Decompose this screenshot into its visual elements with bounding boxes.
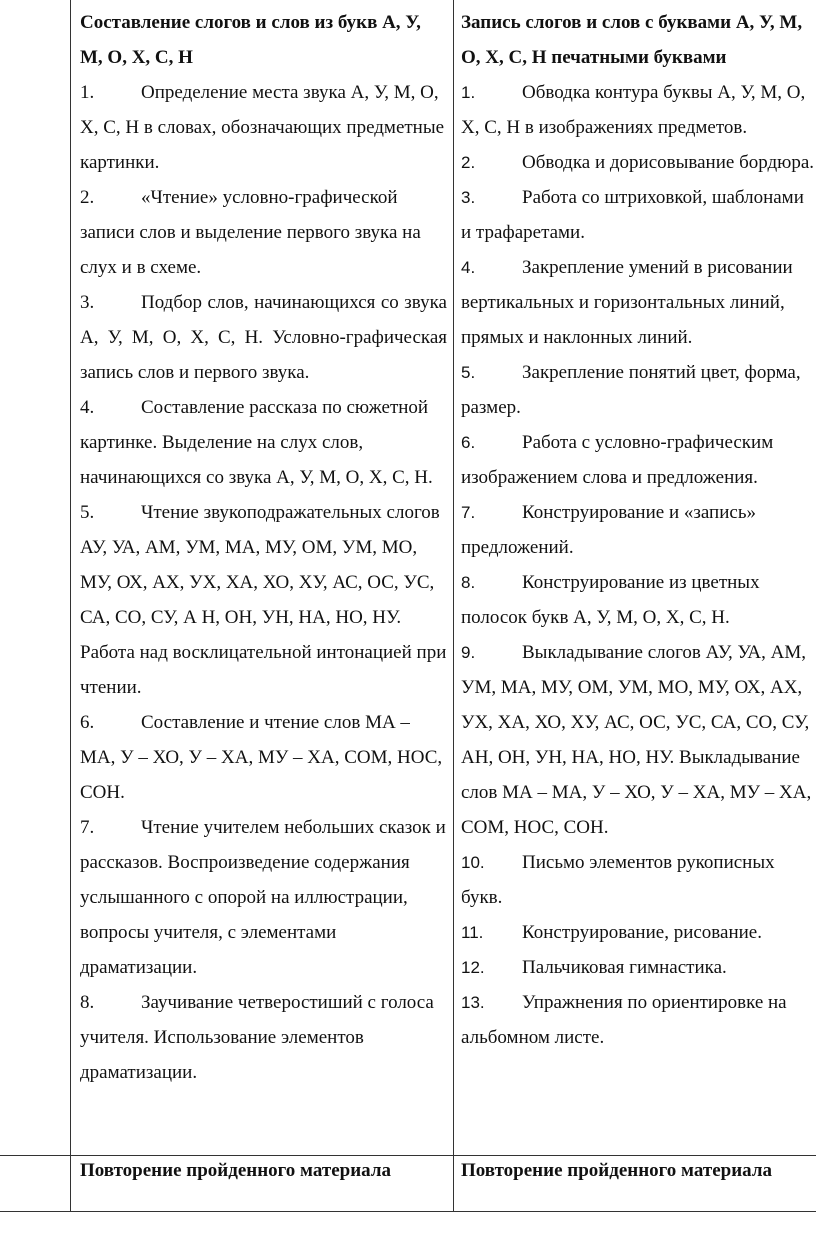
- list-item: 1. Определение места звука А, У, М, О, Х, С, Н в словах, обозначающих предметные картинки.: [80, 82, 445, 173]
- list-item: 1. Обводка контура буквы А, У, М, О, Х, С, Н в изображениях предметов.: [461, 82, 806, 138]
- list-item: 3. Работа со штриховкой, шаблонами и трафаретами.: [461, 187, 804, 243]
- table-border-bottom: [0, 1211, 816, 1212]
- list-item: 5. Чтение звукоподражательных слогов АУ, УА, АМ, УМ, МА, МУ, ОМ, УМ, МО, МУ, ОХ, АХ, УХ, ХА, ХО, ХУ, АС, ОС, УС, СА, СО, СУ, А Н, ОН, УН, НА, НО, НУ. Работа над восклицательной интонацией при чтении.: [80, 502, 447, 698]
- list-item: 7. Чтение учителем небольших сказок и рассказов. Воспроизведение содержания услышанного с опорой на иллюстрации, вопросы учителя, с элементами драматизации.: [80, 817, 446, 978]
- list-item: 13. Упражнения по ориентировке на альбомном листе.: [461, 992, 787, 1048]
- left-footer-cell: Повторение пройденного материала: [80, 1160, 391, 1181]
- list-item: 4. Закрепление умений в рисовании вертикальных и горизонтальных линий, прямых и наклонных линий.: [461, 257, 793, 348]
- table-border-left: [70, 0, 71, 1212]
- left-column-cell: [80, 5, 447, 1090]
- right-column-cell: [461, 5, 816, 1055]
- list-item: 9. Выкладывание слогов АУ, УА, АМ, УМ, МА, МУ, ОМ, УМ, МО, МУ, ОХ, АХ, УХ, ХА, ХО, ХУ, АС, ОС, УС, СА, СО, СУ, АН, ОН, УН, НА, НО, НУ. Выкладывание слов МА – МА, У – ХО, У – ХА, МУ – ХА, СОМ, НОС, СОН.: [461, 642, 812, 838]
- list-item: 10. Письмо элементов рукописных букв.: [461, 852, 775, 908]
- right-column-heading: Запись слогов и слов с буквами А, У, М, О, Х, С, Н печатными буквами: [461, 12, 803, 68]
- left-column-heading: Составление слогов и слов из букв А, У, М, О, Х, С, Н: [80, 12, 421, 68]
- list-item: 8. Конструирование из цветных полосок букв А, У, М, О, Х, С, Н.: [461, 572, 760, 628]
- list-item: 6. Работа с условно-графическим изображением слова и предложения.: [461, 432, 774, 488]
- list-item: 8. Заучивание четверостиший с голоса учителя. Использование элементов драматизации.: [80, 992, 434, 1083]
- list-item: 7. Конструирование и «запись» предложений.: [461, 502, 756, 558]
- list-item: 2. «Чтение» условно-графической записи слов и выделение первого звука на слух и в схеме.: [80, 187, 421, 278]
- right-footer-cell: Повторение пройденного материала: [461, 1160, 772, 1181]
- list-item: 6. Составление и чтение слов МА – МА, У – ХО, У – ХА, МУ – ХА, СОМ, НОС, СОН.: [80, 712, 443, 803]
- list-item: 4. Составление рассказа по сюжетной картинке. Выделение на слух слов, начинающихся со звука А, У, М, О, Х, С, Н.: [80, 397, 433, 488]
- table-border-middle: [453, 0, 454, 1212]
- list-item: 12. Пальчиковая гимнастика.: [461, 957, 727, 978]
- list-item: 3. Подбор слов, начинающихся со звука А, У, М, О, Х, С, Н. Условно-графическая запись слов и первого звука.: [80, 292, 447, 383]
- list-item: 2. Обводка и дорисовывание бордюра.: [461, 152, 815, 173]
- list-item: 5. Закрепление понятий цвет, форма, размер.: [461, 362, 801, 418]
- list-item: 11. Конструирование, рисование.: [461, 922, 762, 943]
